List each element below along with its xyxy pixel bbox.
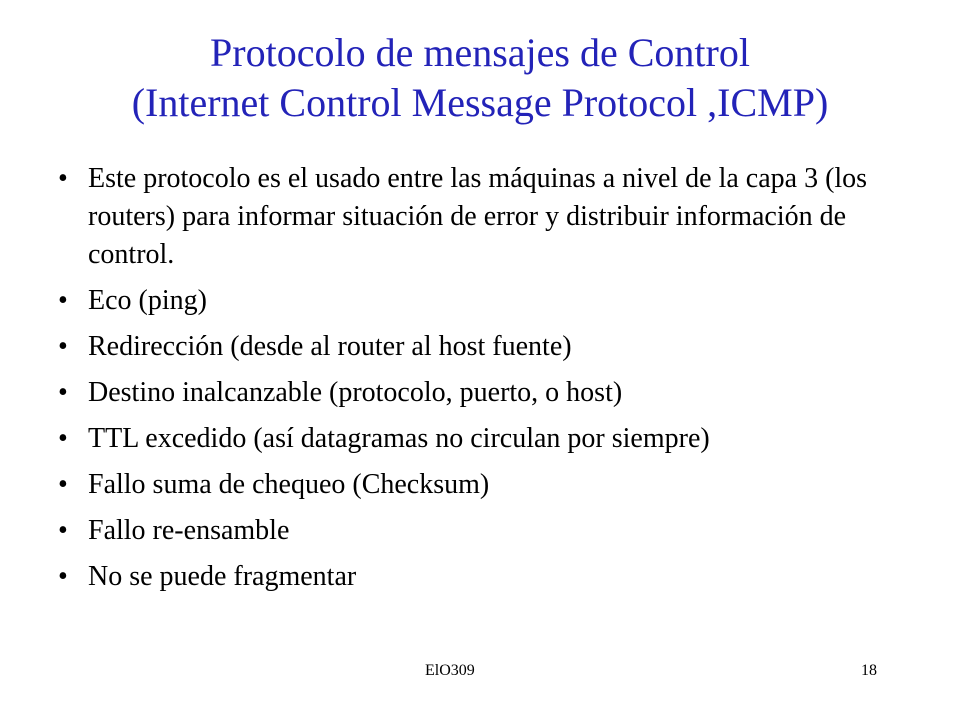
bullet-dot-icon: • (58, 285, 68, 316)
bullet-text: Este protocolo es el usado entre las máquinas a nivel de la capa 3 (los routers) para informar situación de error y distribuir información de control. (88, 163, 868, 270)
bullet-text: Eco (ping) (88, 285, 207, 316)
bullet-dot-icon: • (58, 423, 68, 454)
bullet-item (56, 420, 906, 458)
bullet-dot-icon: • (58, 561, 68, 592)
footer-course-code: ElO309 (425, 662, 475, 679)
bullet-dot-icon: • (58, 469, 68, 500)
bullet-dot-icon: • (58, 515, 68, 546)
bullet-dot-icon: • (58, 163, 68, 194)
slide-title-line-1: Protocolo de mensajes de Control (210, 30, 750, 75)
bullet-text: Redirección (desde al router al host fuente) (88, 331, 572, 362)
bullet-item (56, 374, 906, 412)
slide-title (60, 28, 900, 128)
bullet-dot-icon: • (58, 377, 68, 408)
slide-title-line-2: (Internet Control Message Protocol ,ICMP) (131, 80, 829, 125)
bullet-item (56, 466, 906, 504)
bullet-item (56, 558, 906, 596)
bullet-item (56, 512, 906, 550)
bullet-dot-icon: • (58, 331, 68, 362)
bullet-text: No se puede fragmentar (88, 561, 357, 592)
bullet-text: Fallo re-ensamble (88, 515, 290, 546)
slide-page-number: 18 (861, 662, 877, 679)
bullet-text: Destino inalcanzable (protocolo, puerto, o host) (88, 377, 623, 408)
bullet-item (56, 282, 906, 320)
bullet-text: Fallo suma de chequeo (Checksum) (88, 469, 490, 500)
bullet-text: TTL excedido (así datagramas no circulan por siempre) (88, 423, 710, 454)
bullet-item (56, 160, 906, 274)
bullet-list (56, 160, 906, 604)
bullet-item (56, 328, 906, 366)
